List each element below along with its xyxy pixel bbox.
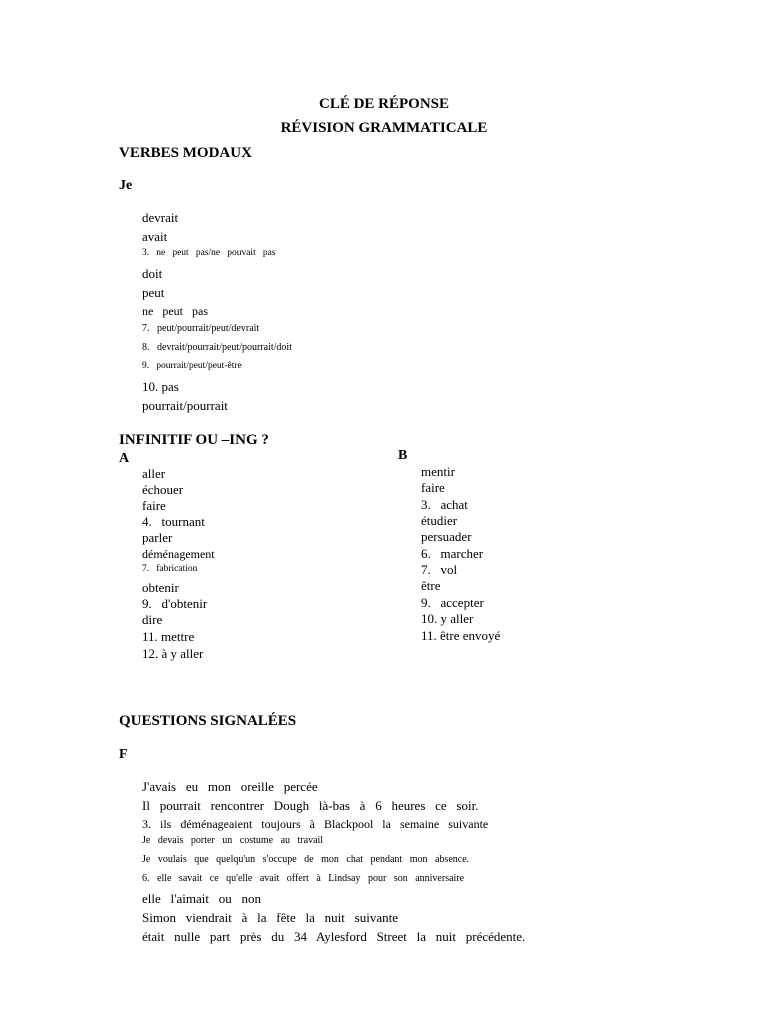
- document-title: CLÉ DE RÉPONSE: [318, 96, 450, 112]
- infinitive-b-answer: persuader: [421, 529, 472, 544]
- infinitive-col-a-label: A: [119, 451, 130, 466]
- tag-question-answer: 3. ils déménageaient toujours à Blackpool la semaine suivante: [142, 817, 489, 831]
- modal-answer: 9. pourrait/peut/peut-être: [142, 361, 242, 371]
- modal-answer: doit: [142, 266, 163, 281]
- infinitive-col-b-label: B: [398, 448, 408, 463]
- modal-answer: peut: [142, 285, 165, 300]
- modal-answer: 7. peut/pourrait/peut/devrait: [142, 323, 260, 334]
- modal-answer: ne peut pas: [142, 304, 208, 318]
- infinitive-b-answer: 10. y aller: [421, 611, 474, 626]
- document-subtitle: RÉVISION GRAMMATICALE: [280, 120, 488, 136]
- infinitive-b-answer: mentir: [421, 464, 455, 479]
- infinitive-a-answer: faire: [142, 498, 166, 513]
- tag-question-answer: Je devais porter un costume au travail: [142, 835, 324, 846]
- infinitive-a-answer: parler: [142, 530, 173, 545]
- modal-verbs-section-label: Je: [119, 178, 133, 193]
- tag-questions-section-label: F: [119, 747, 128, 762]
- infinitive-a-answer: 4. tournant: [142, 514, 205, 529]
- infinitive-a-answer: dire: [142, 612, 163, 627]
- infinitive-a-answer: obtenir: [142, 580, 179, 595]
- tag-question-answer: Je voulais que quelqu'un s'occupe de mon chat pendant mon absence.: [142, 854, 470, 865]
- infinitive-a-answer: déménagement: [142, 547, 215, 561]
- infinitive-b-answer: 11. être envoyé: [421, 628, 501, 643]
- infinitive-a-answer: 7. fabrication: [142, 564, 198, 574]
- infinitive-a-answer: 11. mettre: [142, 629, 195, 644]
- tag-question-answer: elle l'aimait ou non: [142, 891, 261, 906]
- modal-answer: 3. ne peut pas/ne pouvait pas: [142, 248, 276, 258]
- tag-question-answer: était nulle part près du 34 Aylesford Street la nuit précédente.: [142, 929, 526, 944]
- tag-question-answer: 6. elle savait ce qu'elle avait offert à Lindsay pour son anniversaire: [142, 873, 465, 884]
- modal-answer: pourrait/pourrait: [142, 398, 228, 413]
- modal-verbs-heading: VERBES MODAUX: [119, 145, 252, 161]
- infinitive-b-answer: 6. marcher: [421, 546, 484, 561]
- modal-answer: avait: [142, 229, 168, 244]
- modal-answer: devrait: [142, 210, 179, 225]
- infinitive-b-answer: 9. accepter: [421, 595, 484, 610]
- infinitive-b-answer: être: [421, 578, 441, 593]
- modal-answer: 10. pas: [142, 379, 179, 394]
- infinitive-a-answer: échouer: [142, 482, 184, 497]
- tag-question-answer: Il pourrait rencontrer Dough là-bas à 6 heures ce soir.: [142, 798, 479, 813]
- tag-question-answer: Simon viendrait à la fête la nuit suivante: [142, 910, 398, 925]
- infinitive-a-answer: 12. à y aller: [142, 646, 204, 661]
- infinitive-b-answer: faire: [421, 480, 445, 495]
- infinitive-b-answer: 3. achat: [421, 497, 468, 512]
- tag-questions-heading: QUESTIONS SIGNALÉES: [119, 713, 297, 729]
- infinitive-heading: INFINITIF OU –ING ?: [119, 432, 269, 448]
- tag-question-answer: J'avais eu mon oreille percée: [142, 779, 318, 794]
- infinitive-b-answer: 7. vol: [421, 562, 458, 577]
- infinitive-a-answer: 9. d'obtenir: [142, 596, 208, 611]
- infinitive-a-answer: aller: [142, 466, 166, 481]
- modal-answer: 8. devrait/pourrait/peut/pourrait/doit: [142, 342, 292, 353]
- infinitive-b-answer: étudier: [421, 513, 458, 528]
